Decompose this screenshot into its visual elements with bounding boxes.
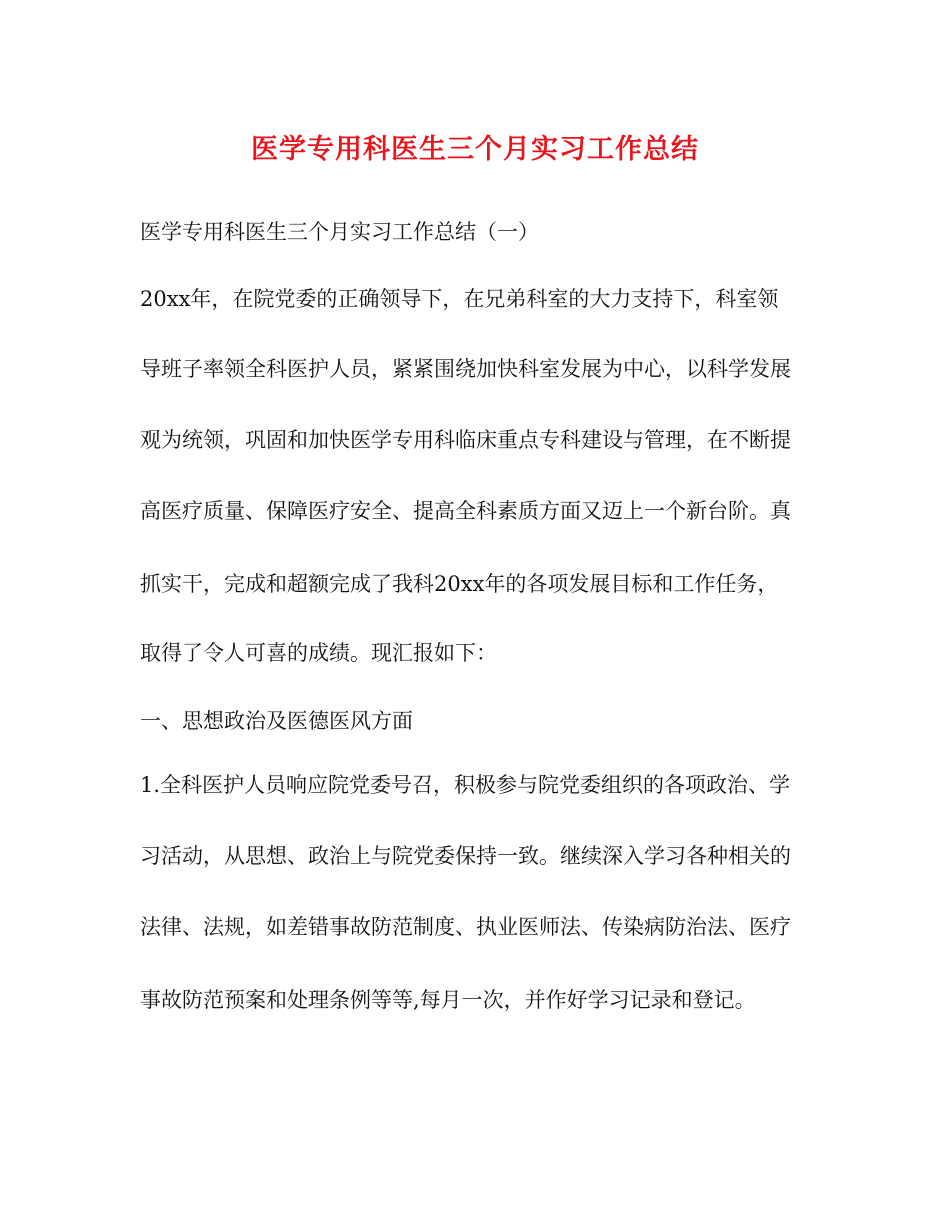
body-line: 法律、法规，如差错事故防范制度、执业医师法、传染病防治法、医疗: [140, 915, 791, 939]
subtitle-line: 医学专用科医生三个月实习工作总结（一）: [140, 220, 539, 244]
body-line: 20xx年，在院党委的正确领导下，在兄弟科室的大力支持下，科室领: [140, 287, 779, 311]
body-line: 事故防范预案和处理条例等等,每月一次，并作好学习记录和登记。: [140, 988, 756, 1012]
body-line: 取得了令人可喜的成绩。现汇报如下：: [140, 641, 497, 665]
body-line: 导班子率领全科医护人员，紧紧围绕加快科室发展为中心，以科学发展: [140, 357, 791, 381]
body-line: 习活动，从思想、政治上与院党委保持一致。继续深入学习各种相关的: [140, 844, 791, 868]
body-line: 抓实干，完成和超额完成了我科20xx年的各项发展目标和工作任务，: [140, 572, 779, 596]
body-line: 1.全科医护人员响应院党委号召，积极参与院党委组织的各项政治、学: [140, 773, 791, 797]
body-line: 观为统领，巩固和加快医学专用科临床重点专科建设与管理，在不断提: [140, 428, 791, 452]
section-heading: 一、思想政治及医德医风方面: [140, 709, 413, 733]
document-title: 医学专用科医生三个月实习工作总结: [251, 134, 699, 165]
body-line: 高医疗质量、保障医疗安全、提高全科素质方面又迈上一个新台阶。真: [140, 499, 791, 523]
